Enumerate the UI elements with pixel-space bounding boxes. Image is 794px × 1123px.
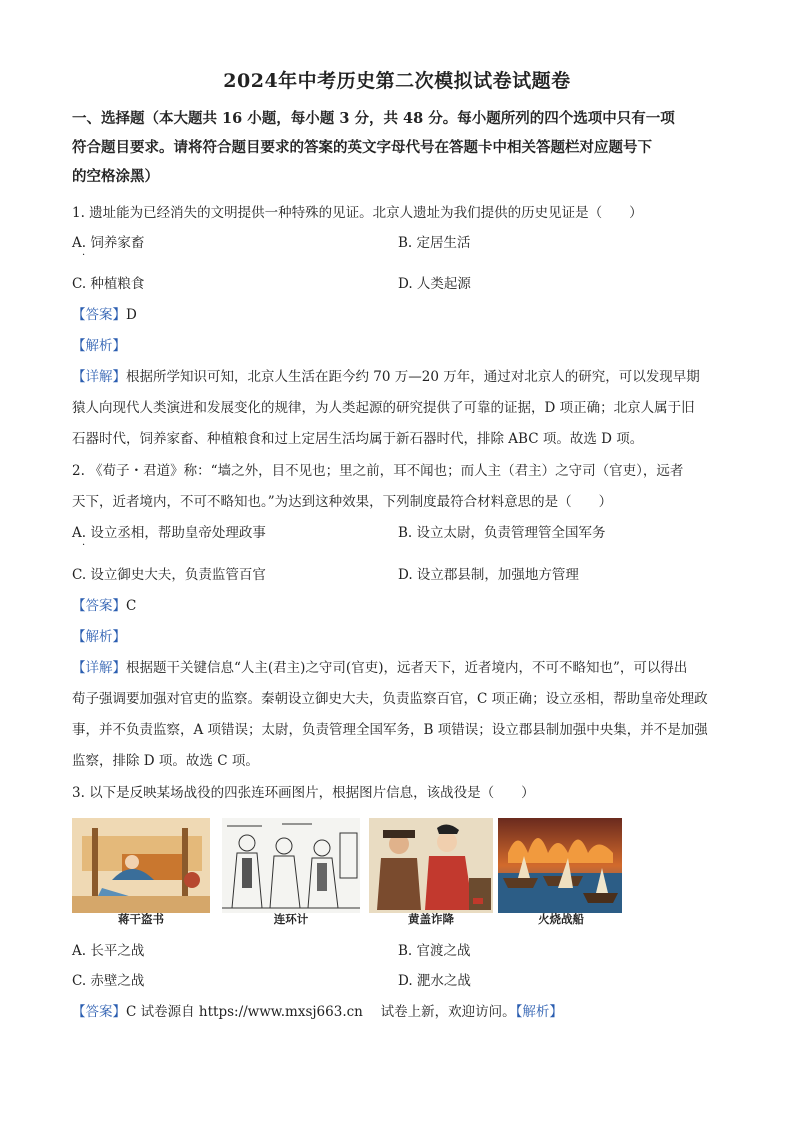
q3-option-a: A. 长平之战 [72, 943, 145, 959]
q2-option-a: A. 设立丞相，帮助皇帝处理政事 [72, 525, 266, 541]
q1-answer [72, 305, 724, 325]
q2-stem-line2: 天下，近者境内，不可不略知也。”为达到这种效果，下列制度最符合材料意思的是（ ） [72, 494, 613, 510]
detail-text: 根据所学知识可知，北京人生活在距今约 70 万—20 万年，通过对北京人的研究，可以发现早期 [126, 369, 700, 385]
q1-analysis-tag [72, 336, 724, 356]
answer-tag: 【答案】 [72, 307, 126, 323]
q2-detail-line4: 监察，排除 D 项。故选 C 项。 [72, 753, 259, 769]
q1-dot-mark: · [82, 250, 86, 261]
q1-detail-line3: 石器时代，饲养家畜、种植粮食和过上定居生活均属于新石器时代，排除 ABC 项。故选 D 项。 [72, 431, 644, 447]
detail-tag: 【详解】 [72, 369, 126, 385]
q3-option-c: C. 赤壁之战 [72, 973, 145, 989]
q3-stem: 3. 以下是反映某场战役的四张连环画图片，根据图片信息，该战役是（ ） [72, 785, 535, 801]
q3-option-d: D. 淝水之战 [398, 973, 471, 989]
section-instructions-line3: 的空格涂黑） [72, 168, 159, 185]
q2-detail-line1 [72, 658, 724, 678]
q2-option-d: D. 设立郡县制，加强地方管理 [398, 567, 579, 583]
q2-detail-line3: 事，并不负责监察，A 项错误；太尉，负责管理全国军务，B 项错误；设立郡县制加强中央集，并不是加强 [72, 722, 708, 738]
section-instructions-line2: 符合题目要求。请将符合题目要求的答案的英文字母代号在答题卡中相关答题栏对应题号下 [72, 139, 652, 156]
q2-analysis-tag [72, 627, 724, 647]
q1-option-d: D. 人类起源 [398, 276, 471, 292]
q1-detail-line1 [72, 367, 724, 387]
page-title: 2024年中考历史第二次模拟试卷试题卷 [223, 70, 571, 92]
detail-text: 根据题干关键信息“人主(君主)之守司(官吏)，远者天下，近者境内，不可不略知也”，可以得出 [126, 660, 688, 676]
q1-stem: 1. 遗址能为已经消失的文明提供一种特殊的见证。北京人遗址为我们提供的历史见证是（ ） [72, 205, 643, 221]
detail-tag: 【详解】 [72, 660, 126, 676]
q2-stem-line1: 2. 《荀子・君道》称：“墙之外，目不见也；里之前，耳不闻也；而人主（君主）之守司（官吏），远者 [72, 463, 684, 479]
comic-panel-4-image [498, 818, 636, 913]
q1-option-b: B. 定居生活 [398, 235, 471, 251]
answer-value: C 试卷源自 https://www.mxsj663.cn 试卷上新，欢迎访问。 [126, 1004, 516, 1020]
comic-panel-1-caption: 蒋干盗书 [118, 912, 164, 926]
comic-panel-2-caption: 连环计 [273, 912, 309, 926]
q3-answer-line [72, 1002, 724, 1022]
q3-option-b: B. 官渡之战 [398, 943, 471, 959]
analysis-tag: 【解析】 [515, 1004, 563, 1020]
answer-tag: 【答案】 [72, 598, 126, 614]
answer-tag: 【答案】 [72, 1004, 126, 1020]
q1-option-c: C. 种植粮食 [72, 276, 145, 292]
comic-strip [72, 818, 632, 928]
comic-panel-3-image [369, 818, 507, 913]
q2-option-b: B. 设立太尉，负责管理管全国军务 [398, 525, 606, 541]
answer-value: C [126, 598, 137, 614]
analysis-tag: 【解析】 [72, 629, 126, 645]
q2-detail-line2: 荀子强调要加强对官吏的监察。秦朝设立御史大夫，负责监察百官，C 项正确；设立丞相，帮助皇帝处理政 [72, 691, 708, 707]
comic-panel-4-caption: 火烧战船 [538, 912, 584, 926]
q2-answer [72, 596, 724, 616]
comic-panel-2-image [222, 818, 360, 913]
q2-dot-mark: · [82, 540, 86, 551]
q1-detail-line2: 猿人向现代人类演进和发展变化的规律，为人类起源的研究提供了可靠的证据，D 项正确；北京人属于旧 [72, 400, 695, 416]
comic-panel-3-caption: 黄盖诈降 [408, 912, 454, 926]
q2-option-c: C. 设立御史大夫，负责监管百官 [72, 567, 266, 583]
analysis-tag: 【解析】 [72, 338, 126, 354]
q1-option-a: A. 饲养家畜 [72, 235, 145, 251]
answer-value: D [126, 307, 137, 323]
section-instructions-line1: 一、选择题（本大题共 16 小题，每小题 3 分，共 48 分。每小题所列的四个选项中只有一项 [72, 110, 675, 127]
comic-panel-1-image [72, 818, 210, 913]
